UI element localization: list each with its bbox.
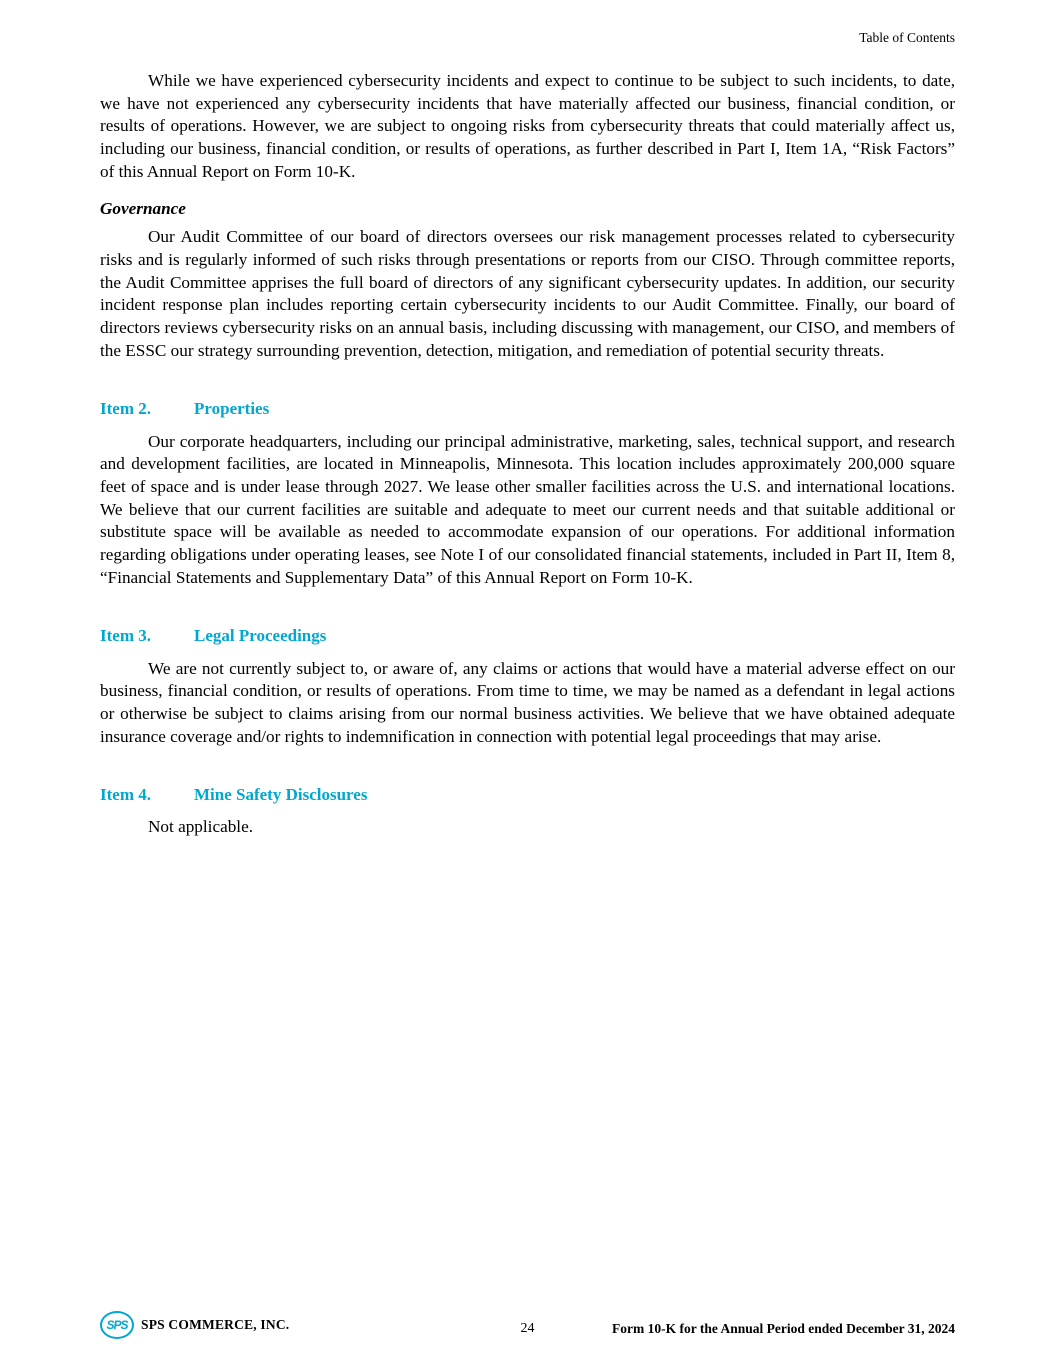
item-4-heading (100, 784, 955, 806)
cybersecurity-incidents-paragraph: While we have experienced cybersecurity incidents and expect to continue to be subject to such incidents, to date, we have not experienced any cybersecurity incidents that have materially affected our business, financial condition, or results of operations. However, we are subject to ongoing risks from cybersecurity threats that could materially affect us, including our business, financial condition, or results of operations, as further described in Part I, Item 1A, “Risk Factors” of this Annual Report on Form 10-K. (100, 71, 955, 181)
item-3-number: Item 3. (100, 626, 151, 646)
page-footer (100, 1299, 955, 1339)
form-note: Form 10-K for the Annual Period ended December 31, 2024 (612, 1321, 955, 1336)
legal-proceedings-paragraph: We are not currently subject to, or aware of, any claims or actions that would have a material adverse effect on our business, financial condition, or results of operations. From time to time, we may be named as a defendant in legal actions or otherwise be subject to claims arising from our normal business activities. We believe that we have obtained adequate insurance coverage and/or rights to indemnification in connection with potential legal proceedings that may arise. (100, 658, 955, 746)
item-2-title: Properties (194, 399, 270, 419)
item-2-number: Item 2. (100, 399, 151, 419)
properties-paragraph: Our corporate headquarters, including our principal administrative, marketing, sales, technical support, and research and development facilities, are located in Minneapolis, Minnesota. This location includes approximately 200,000 square feet of space and is under lease through 2027. We lease other smaller facilities across the U.S. and international locations. We believe that our current facilities are suitable and adequate to meet our current needs and that suitable additional or substitute space will be available as needed to accommodate expansion of our operations. For additional information regarding obligations under operating leases, see Note I of our consolidated financial statements, included in Part II, Item 8, “Financial Statements and Supplementary Data” of this Annual Report on Form 10-K. (100, 431, 955, 587)
page-number: 24 (520, 1321, 535, 1336)
page-content (100, 70, 955, 839)
table-of-contents-link[interactable]: Table of Contents (859, 30, 955, 45)
item-3-heading (100, 625, 955, 647)
item-2-heading (100, 398, 955, 420)
governance-paragraph: Our Audit Committee of our board of directors oversees our risk management processes related to cybersecurity risks and is regularly informed of such risks through presentations or reports from our CISO. Through committee reports, the Audit Committee apprises the full board of directors of any significant cybersecurity updates. In addition, our security incident response plan includes reporting certain cybersecurity incidents to our Audit Committee. Finally, our board of directors reviews cybersecurity risks on an annual basis, including discussing with management, our CISO, and members of the ESSC our strategy surrounding prevention, detection, mitigation, and remediation of potential security threats. (100, 227, 955, 360)
item-4-title: Mine Safety Disclosures (194, 785, 368, 805)
item-4-number: Item 4. (100, 785, 151, 805)
company-name: SPS COMMERCE, INC. (141, 1317, 290, 1332)
item-3-title: Legal Proceedings (194, 626, 327, 646)
governance-heading: Governance (100, 198, 186, 218)
mine-safety-paragraph: Not applicable. (148, 817, 253, 837)
sps-logo-icon: SPS (100, 1311, 134, 1339)
